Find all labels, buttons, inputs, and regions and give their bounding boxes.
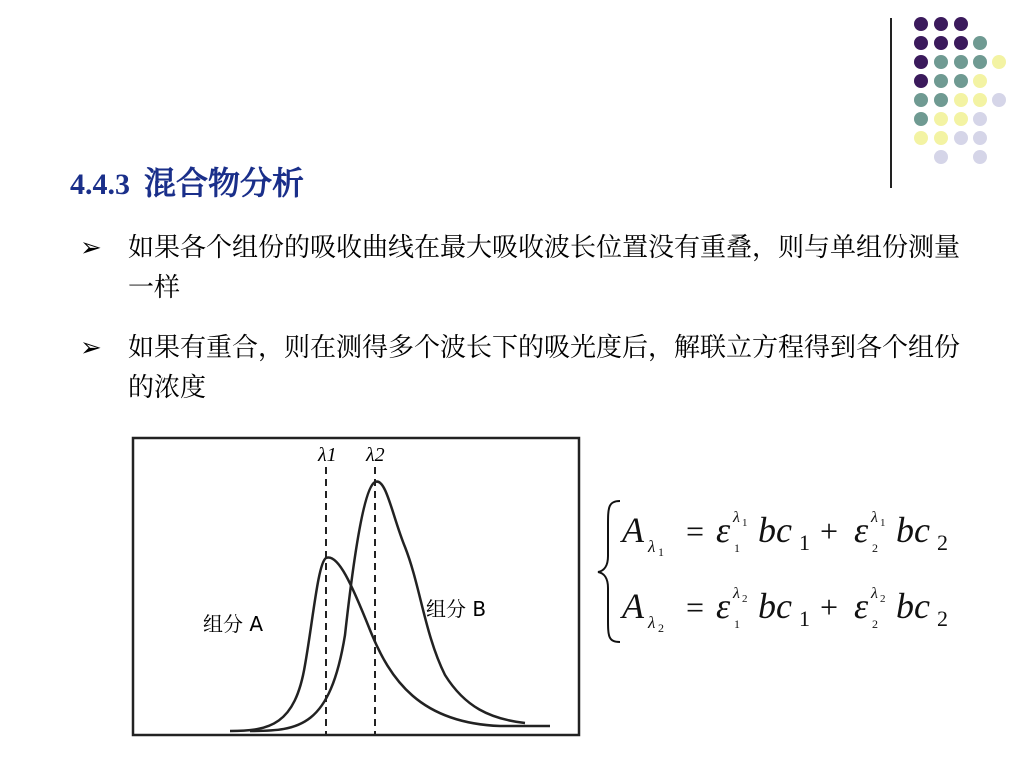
svg-text:2: 2	[880, 593, 886, 605]
lambda1-label: λ1	[318, 444, 337, 466]
svg-text:=: =	[686, 513, 705, 549]
decor-dot	[973, 93, 987, 107]
svg-text:λ: λ	[648, 537, 656, 556]
svg-text:A: A	[622, 586, 644, 626]
equation-row-2	[620, 585, 948, 635]
svg-text:2: 2	[658, 621, 664, 635]
arrow-bullet-icon: ➢	[80, 233, 102, 263]
decor-dot	[914, 93, 928, 107]
decor-dot	[973, 55, 987, 69]
decorative-divider	[890, 18, 892, 188]
svg-text:bc: bc	[758, 586, 792, 626]
decor-dot	[914, 131, 928, 145]
figure-frame	[133, 438, 579, 735]
decor-dot	[914, 55, 928, 69]
simultaneous-equations	[594, 496, 984, 646]
svg-text:1: 1	[734, 617, 740, 631]
bullet-text: 如果有重合，则在测得多个波长下的吸光度后，解联立方程得到各个组份的浓度	[128, 333, 961, 403]
svg-text:+: +	[820, 589, 839, 625]
svg-text:bc: bc	[896, 586, 930, 626]
bullet-item	[80, 328, 960, 408]
left-brace	[598, 501, 620, 642]
title-text: 混合物分析	[144, 164, 305, 202]
arrow-bullet-icon: ➢	[80, 333, 102, 363]
lambda2-label: λ2	[366, 444, 385, 466]
svg-text:ε: ε	[854, 586, 869, 626]
svg-text:2: 2	[872, 617, 878, 631]
decor-dot	[934, 74, 948, 88]
svg-text:1: 1	[880, 517, 886, 529]
svg-text:+: +	[820, 513, 839, 549]
svg-text:1: 1	[799, 530, 810, 555]
component-a-label: 组分 A	[203, 612, 264, 636]
svg-text:λ: λ	[871, 509, 878, 526]
svg-text:1: 1	[734, 541, 740, 555]
slide-title	[70, 158, 304, 204]
decor-dot	[973, 74, 987, 88]
svg-text:ε: ε	[716, 586, 731, 626]
decor-dot	[934, 150, 948, 164]
decor-dot	[954, 112, 968, 126]
component-b-label: 组分 B	[426, 597, 487, 621]
svg-text:1: 1	[658, 545, 664, 559]
decor-dot	[973, 112, 987, 126]
decor-dot	[934, 55, 948, 69]
svg-text:=: =	[686, 589, 705, 625]
decor-dot	[973, 131, 987, 145]
svg-text:bc: bc	[896, 510, 930, 550]
svg-text:λ: λ	[733, 509, 740, 526]
decor-dot	[954, 17, 968, 31]
svg-text:2: 2	[742, 593, 748, 605]
bullet-text: 如果各个组份的吸收曲线在最大吸收波长位置没有重叠，则与单组份测量一样	[128, 233, 961, 303]
svg-text:1: 1	[799, 606, 810, 631]
svg-text:2: 2	[937, 530, 948, 555]
bullet-item	[80, 228, 960, 308]
svg-text:A: A	[622, 510, 644, 550]
decor-dot	[954, 36, 968, 50]
decor-dot	[914, 112, 928, 126]
svg-text:1: 1	[742, 517, 748, 529]
decor-dot	[934, 112, 948, 126]
svg-text:2: 2	[872, 541, 878, 555]
equation-row-1	[620, 509, 948, 559]
decor-dot	[992, 55, 1006, 69]
section-number: 4.4.3	[70, 168, 130, 201]
decor-dot	[954, 55, 968, 69]
svg-text:ε: ε	[854, 510, 869, 550]
decor-dot	[914, 17, 928, 31]
svg-text:2: 2	[937, 606, 948, 631]
decor-dot	[914, 36, 928, 50]
decor-dot	[973, 150, 987, 164]
decor-dot	[934, 17, 948, 31]
svg-text:λ: λ	[733, 585, 740, 602]
svg-text:λ: λ	[871, 585, 878, 602]
decor-dot	[934, 36, 948, 50]
decor-dot	[914, 74, 928, 88]
svg-text:ε: ε	[716, 510, 731, 550]
svg-text:λ: λ	[648, 613, 656, 632]
decor-dot	[973, 36, 987, 50]
absorption-spectrum-figure	[130, 435, 582, 738]
decor-dot	[954, 74, 968, 88]
decor-dot	[992, 93, 1006, 107]
svg-text:bc: bc	[758, 510, 792, 550]
decor-dot	[934, 93, 948, 107]
decor-dot	[934, 131, 948, 145]
decor-dot	[954, 93, 968, 107]
decor-dot	[954, 131, 968, 145]
